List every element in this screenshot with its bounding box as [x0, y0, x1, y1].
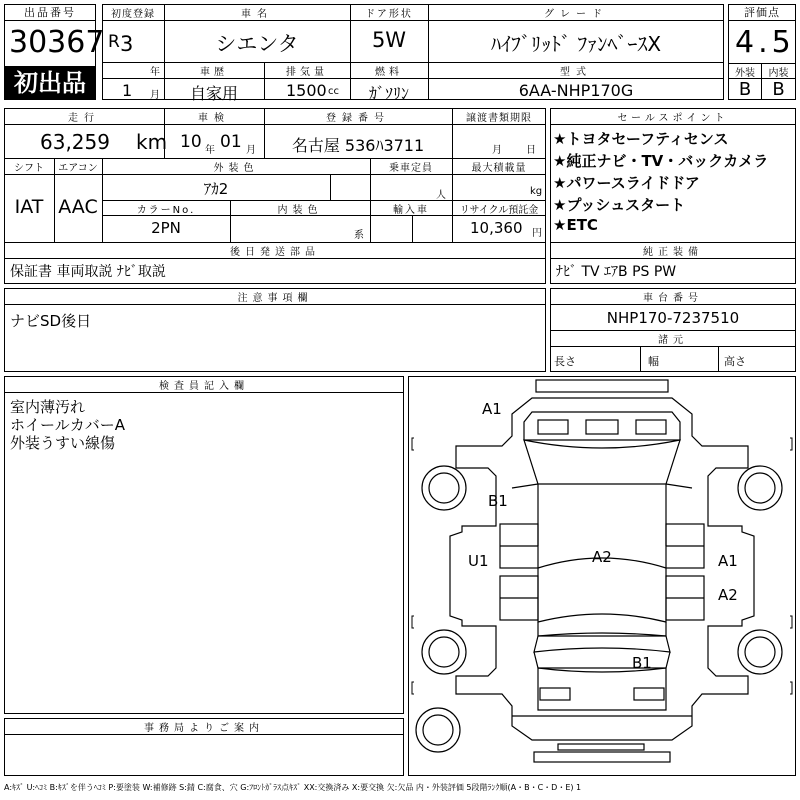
max-load-unit: kg [530, 186, 543, 197]
fuel-label: 燃料 [375, 67, 403, 78]
car-body-diagram [408, 376, 796, 776]
color-no-value: 2PN [151, 219, 181, 237]
inspection-year: 10 [180, 132, 202, 152]
sales-point-5: ★ETC [553, 216, 598, 234]
fuel-value: ｶﾞｿﾘﾝ [368, 84, 409, 103]
inspection-year-unit: 年 [205, 145, 215, 156]
shift-label: シフト [14, 163, 44, 174]
score-int-value: B [772, 79, 785, 100]
sales-points-label: セールスポイント [617, 113, 729, 124]
import-label: 輸入車 [393, 205, 429, 216]
door-value: 5W [371, 28, 407, 52]
history-label: 車歴 [200, 67, 228, 78]
interior-color-unit: 系 [354, 230, 364, 241]
inspection-month-unit: 月 [246, 145, 256, 156]
max-load-label: 最大積載量 [471, 163, 527, 174]
transfer-month-unit: 月 [492, 145, 502, 156]
history-value: 自家用 [189, 84, 238, 103]
first-listing-text: 初出品 [14, 69, 86, 97]
length-label: 長さ [554, 355, 576, 368]
mileage-value: 63,259 [40, 130, 110, 154]
inspection-month: 01 [220, 132, 242, 152]
grade-label: グレード [544, 9, 608, 20]
exterior-color-value: ｱｶ2 [203, 180, 229, 198]
mark-b1-left: B1 [488, 492, 508, 510]
capacity-label: 乗車定員 [389, 163, 433, 174]
car-name-value: シエンタ [215, 32, 299, 56]
mileage-unit: km [136, 130, 168, 154]
sales-point-3: ★パワースライドドア [553, 174, 700, 192]
mark-a2-right: A2 [718, 586, 738, 604]
first-reg-month: 1 [122, 81, 133, 100]
car-name-label: 車名 [241, 9, 273, 20]
first-reg-label: 初度登録 [111, 9, 155, 20]
displacement-value: 1500 [286, 81, 327, 100]
score-value: 4.5 [735, 25, 795, 60]
genuine-value: ﾅﾋﾞ TV ｴｱB PS PW [556, 264, 677, 280]
chassis-label: 車台番号 [643, 293, 703, 304]
notes-value: ナビSD後日 [10, 312, 92, 330]
inspector-line-2: ホイールカバーA [10, 416, 125, 434]
mark-a1-top: A1 [482, 400, 502, 418]
later-parts-label: 後日発送部品 [230, 247, 320, 258]
body-outline [450, 398, 754, 740]
recycle-value: 10,360 [470, 219, 523, 237]
mileage-label: 走行 [68, 113, 100, 124]
sales-point-2: ★純正ナビ・TV・バックカメラ [553, 152, 769, 170]
legend-text: A:ｷｽﾞ U:ﾍｺﾐ B:ｷｽﾞを伴うﾍｺﾐ P:要塗装 W:補修跡 S:錆 C:腐食、穴 G:ﾌﾛﾝﾄｶﾞﾗｽ点ｷｽﾞ XX:交換済み X:要交換 欠:欠品 内・外装評価 5段階ﾗﾝｸ順(A・B・C・D・E) 1 [4, 783, 582, 792]
shift-value: IAT [14, 196, 44, 218]
capacity-unit: 人 [436, 190, 446, 201]
grade-value: ﾊｲﾌﾞﾘｯﾄﾞ ﾌｧﾝﾍﾞｰｽX [490, 32, 662, 56]
plate-label: 登録番号 [326, 113, 390, 124]
recycle-unit: 円 [532, 228, 542, 239]
inspector-line-3: 外装うすい線傷 [10, 434, 116, 452]
sales-point-4: ★プッシュスタート [553, 196, 686, 214]
lot-label: 出品番号 [5, 5, 95, 21]
first-reg-era: R [108, 32, 120, 52]
color-no-label: カラーNo. [136, 205, 196, 216]
transfer-day-unit: 日 [526, 145, 536, 156]
ac-label: エアコン [58, 163, 98, 174]
genuine-label: 純正装備 [643, 247, 703, 258]
score-label: 評価点 [729, 5, 795, 21]
model-label: 型式 [560, 67, 592, 78]
score-ext-label: 外装 [735, 68, 755, 79]
mark-a2-center: A2 [592, 548, 612, 566]
chassis-value: NHP170-7237510 [606, 309, 740, 327]
sales-point-1: ★トヨタセーフティセンス [553, 130, 729, 148]
lot-number: 30367 [9, 25, 105, 60]
first-reg-month-unit: 月 [150, 90, 160, 101]
transfer-label: 譲渡書類期限 [466, 113, 532, 124]
wheel-icons [416, 466, 782, 752]
width-label: 幅 [648, 355, 659, 368]
score-ext-value: B [738, 79, 752, 100]
exterior-color-label: 外装色 [213, 163, 259, 174]
mark-u1: U1 [468, 552, 489, 570]
inspection-label: 車検 [198, 113, 230, 124]
model-value: 6AA-NHP170G [518, 81, 634, 100]
displacement-unit: cc [328, 86, 339, 97]
displacement-label: 排気量 [286, 67, 328, 78]
recycle-label: リサイクル預託金 [459, 205, 539, 216]
first-reg-year-unit: 年 [150, 67, 160, 78]
door-label: ドア形状 [365, 9, 413, 20]
inspector-label: 検査員記入欄 [159, 381, 249, 392]
dims-label: 諸元 [658, 335, 688, 346]
ac-value: AAC [58, 196, 98, 218]
notes-label: 注意事項欄 [237, 293, 313, 304]
score-int-label: 内装 [768, 68, 789, 79]
plate-value: 名古屋 536ﾊ3711 [291, 136, 425, 155]
first-listing-badge [4, 66, 96, 100]
mark-b1-bottom: B1 [632, 654, 652, 672]
score-box [728, 4, 796, 100]
first-reg-year: 3 [120, 32, 134, 56]
interior-color-label: 内装色 [277, 205, 323, 216]
office-label: 事務局よりご案内 [144, 723, 264, 734]
mark-a1-right: A1 [718, 552, 738, 570]
inspector-line-1: 室内薄汚れ [10, 398, 86, 416]
height-label: 高さ [724, 355, 746, 368]
later-parts-value: 保証書 車両取説 ﾅﾋﾞ取説 [10, 264, 166, 280]
